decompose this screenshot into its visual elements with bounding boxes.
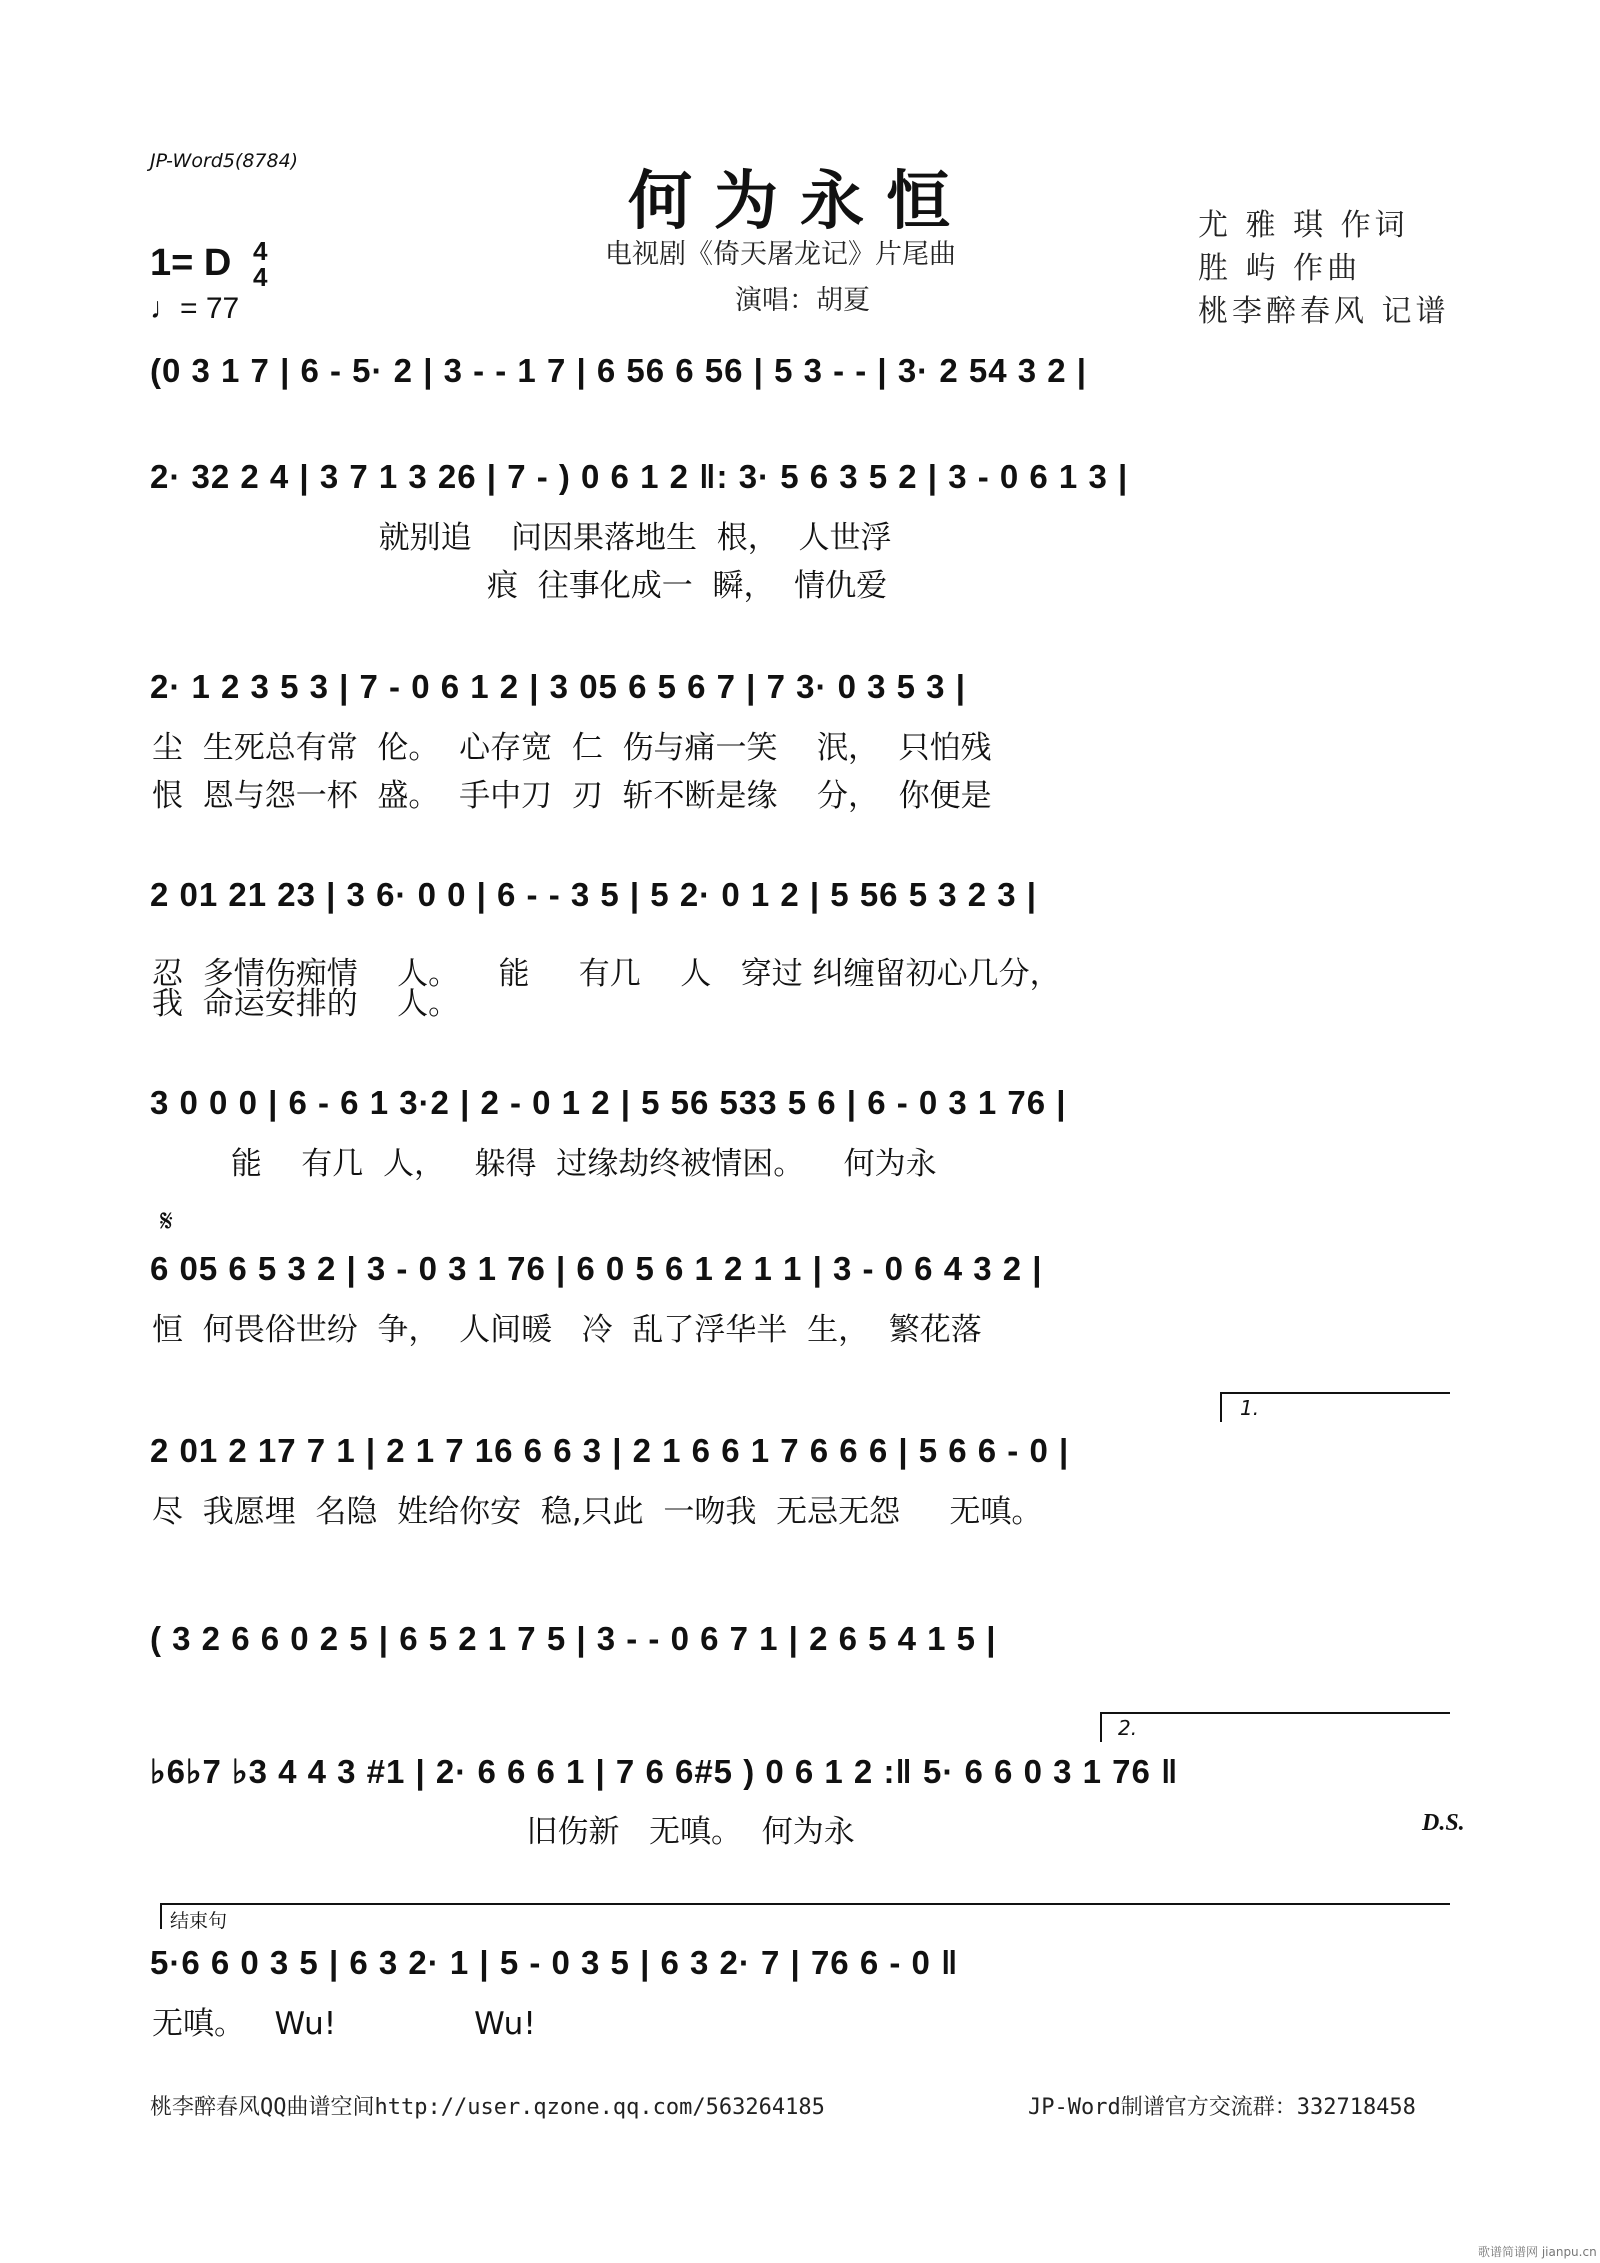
- lyric-line-5: 能 有几 人， 躲得 过缘劫终被情困。 何为永: [152, 1146, 937, 1182]
- volta-2-bracket: [1100, 1712, 1450, 1714]
- lyric-line-6: 恒 何畏俗世纷 争， 人间暖 冷 乱了浮华半 生， 繁花落: [152, 1312, 982, 1348]
- time-sig-top: 4: [253, 236, 268, 266]
- lyric-line-4-verse-1: 忍 多情伤痴情 人。 能 有几 人 穿过 纠缠留初心几分，: [152, 956, 1061, 992]
- time-signature: [253, 238, 267, 290]
- lyric-line-2-verse-1: 就别追 问因果落地生 根， 人世浮: [152, 520, 892, 556]
- segno-sign: 𝄋: [160, 1204, 173, 1239]
- lyric-line-7: 尽 我愿埋 名隐 姓给你安 稳,只此 一吻我 无忌无怨 无嗔。: [152, 1494, 1043, 1530]
- tempo: ♩= 77: [150, 292, 240, 325]
- key-signature: 1= D: [150, 242, 232, 284]
- lyric-line-4-verse-2: 我 命运安排的 人。: [152, 986, 460, 1022]
- footer-right: JP-Word制谱官方交流群：332718458: [1028, 2095, 1416, 2120]
- time-sig-bottom: 4: [253, 262, 268, 292]
- staff-line-8: ( 3 2 6 6 0 2 5 | 6 5 2 1 7 5 | 3 - - 0 6 7 1 | 2 6 5 4 1 5 |: [150, 1620, 997, 1657]
- software-tag: JP-Word5(8784): [150, 150, 299, 172]
- staff-line-2: 2· 32 2 4 | 3 7 1 3 26 | 7 - ) 0 6 1 2 ‖: 3· 5 6 3 5 2 | 3 - 0 6 1 3 |: [150, 458, 1129, 495]
- song-title: 何为永恒: [628, 164, 972, 239]
- coda-bracket: [160, 1903, 1450, 1905]
- staff-line-6: 6 05 6 5 3 2 | 3 - 0 3 1 76 | 6 0 5 6 1 2 1 1 | 3 - 0 6 4 3 2 |: [150, 1250, 1043, 1287]
- volta-2-hook: [1100, 1712, 1102, 1742]
- lyric-line-10: 无嗔。 Wu! Wu!: [152, 2006, 536, 2042]
- volta-1-label: 1.: [1240, 1396, 1260, 1420]
- staff-line-1: (0 3 1 7 | 6 - 5· 2 | 3 - - 1 7 | 6 56 6 56 | 5 3 - - | 3· 2 54 3 2 |: [150, 352, 1088, 389]
- lyric-line-3-verse-1: 尘 生死总有常 伦。 心存宽 仁 伤与痛一笑 泯， 只怕残: [152, 730, 992, 766]
- lyric-line-3-verse-2: 恨 恩与怨一杯 盛。 手中刀 刃 斩不断是缘 分， 你便是: [152, 778, 992, 814]
- staff-line-3: 2· 1 2 3 5 3 | 7 - 0 6 1 2 | 3 05 6 5 6 7 | 7 3· 0 3 5 3 |: [150, 668, 966, 705]
- staff-line-7: 2 01 2 17 7 1 | 2 1 7 16 6 6 3 | 2 1 6 6 1 7 6 6 6 | 5 6 6 - 0 |: [150, 1432, 1070, 1469]
- singer: 演唱：胡夏: [735, 285, 870, 316]
- staff-line-10: 5·6 6 0 3 5 | 6 3 2· 1 | 5 - 0 3 5 | 6 3 2· 7 | 76 6 - 0 ‖: [150, 1944, 959, 1981]
- volta-2-label: 2.: [1118, 1716, 1138, 1740]
- staff-line-4: 2 01 21 23 | 3 6· 0 0 | 6 - - 3 5 | 5 2· 0 1 2 | 5 56 5 3 2 3 |: [150, 876, 1038, 913]
- ds-marking: D.S.: [1422, 1810, 1465, 1836]
- lyricist-credit: 尤 雅 琪 作词: [1198, 208, 1409, 243]
- subtitle: 电视剧《倚天屠龙记》片尾曲: [605, 239, 956, 270]
- staff-line-5: 3 0 0 0 | 6 - 6 1 3·2 | 2 - 0 1 2 | 5 56 533 5 6 | 6 - 0 3 1 76 |: [150, 1084, 1067, 1121]
- coda-hook: [160, 1903, 162, 1929]
- transcriber-credit: 桃李醉春风 记谱: [1198, 294, 1450, 329]
- volta-1-hook: [1220, 1392, 1222, 1422]
- staff-line-9: ♭6♭7 ♭3 4 4 3 #1 | 2· 6 6 6 1 | 7 6 6#5 ) 0 6 1 2 :‖ 5· 6 6 0 3 1 76 ‖: [150, 1753, 1179, 1790]
- coda-label: 结束句: [170, 1910, 228, 1932]
- lyric-line-9: 旧伤新 无嗔。 何为永: [152, 1814, 855, 1850]
- composer-credit: 胜 屿 作曲: [1198, 251, 1362, 286]
- volta-1-bracket: [1220, 1392, 1450, 1394]
- watermark: 歌谱简谱网 jianpu.cn: [1478, 2245, 1597, 2259]
- lyric-line-2-verse-2: 痕 往事化成一 瞬， 情仇爱: [152, 568, 888, 604]
- footer-left: 桃李醉春风QQ曲谱空间http://user.qzone.qq.com/563264185: [150, 2095, 825, 2120]
